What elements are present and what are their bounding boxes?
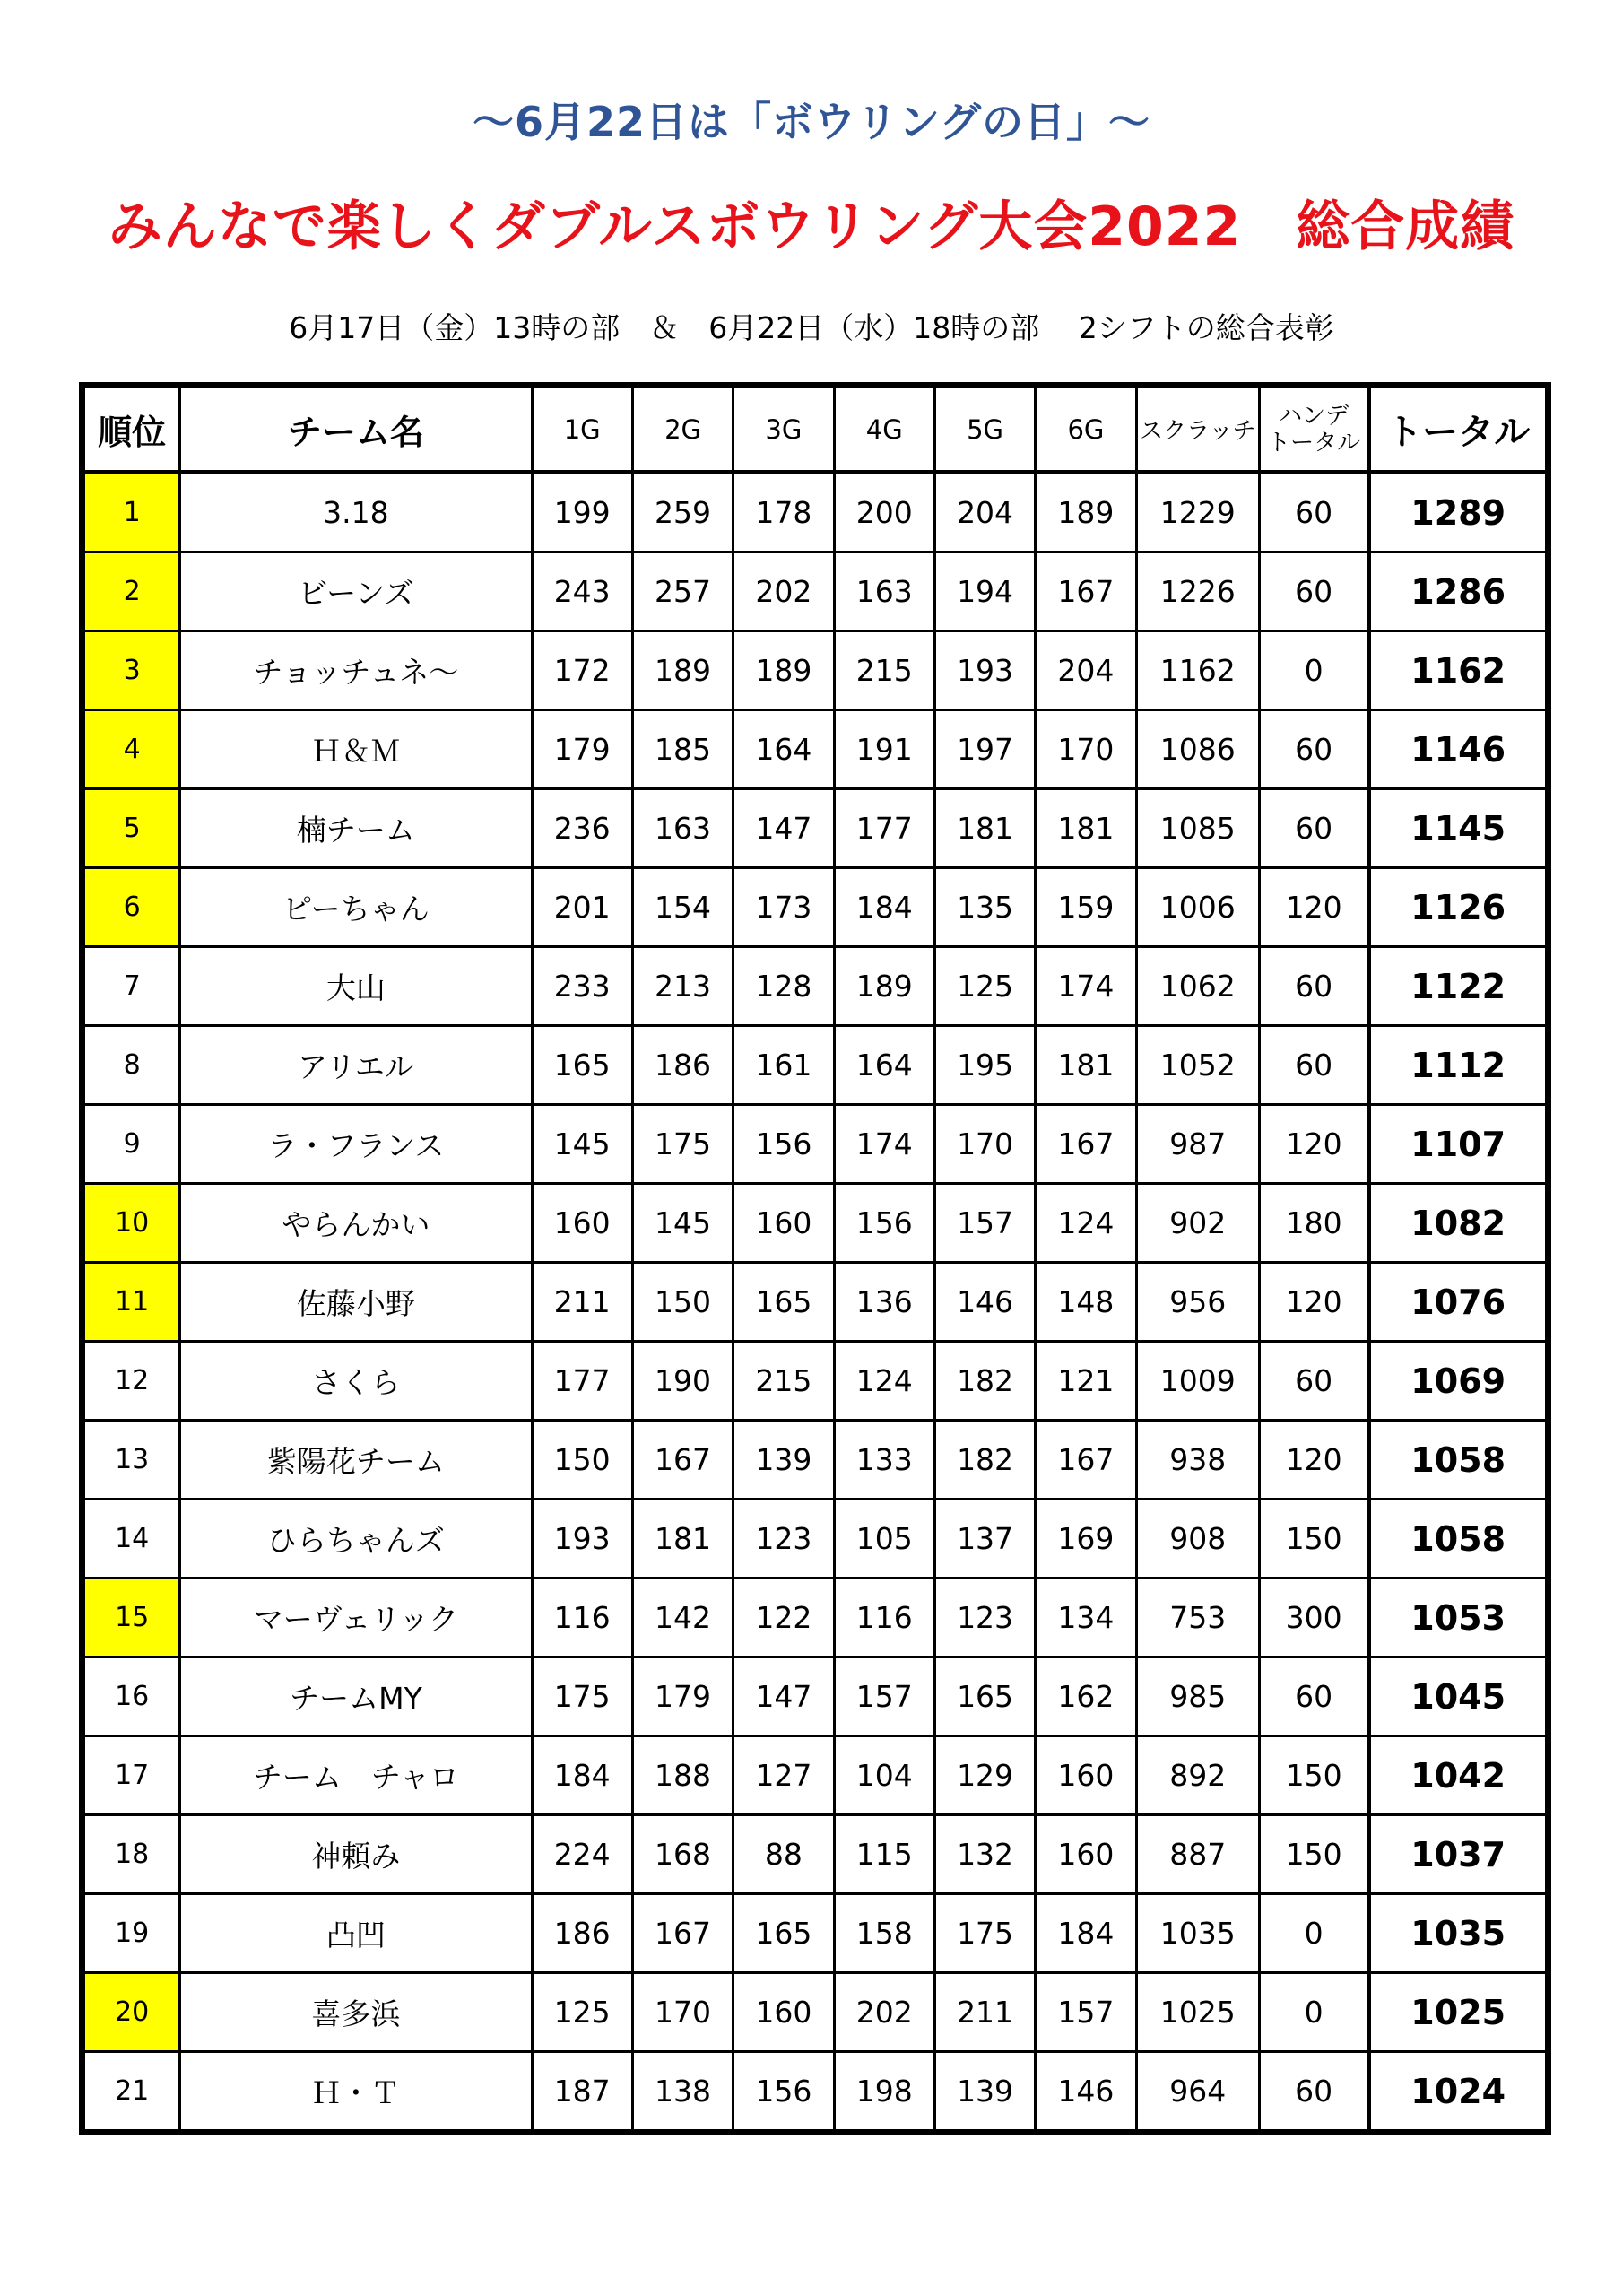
- grand-total: 1162: [1369, 631, 1547, 710]
- handicap-total: 60: [1259, 947, 1368, 1026]
- table-row: [84, 1578, 1547, 1657]
- game2-score: 170: [632, 1973, 733, 2052]
- game3-score: 215: [733, 1342, 834, 1421]
- game2-score: 181: [632, 1500, 733, 1578]
- team-name-cell: ひらちゃんズ: [180, 1500, 532, 1578]
- game4-score: 136: [834, 1263, 934, 1342]
- handicap-total: 150: [1259, 1736, 1368, 1815]
- handicap-total: 0: [1259, 1973, 1368, 2052]
- game3-score: 178: [733, 473, 834, 552]
- game3-score: 189: [733, 631, 834, 710]
- game1-score: 184: [532, 1736, 632, 1815]
- table-row: [84, 1026, 1547, 1105]
- game6-score: 184: [1036, 1894, 1136, 1973]
- table-row: [84, 710, 1547, 789]
- header-team: チーム名: [180, 387, 532, 473]
- game4-score: 177: [834, 789, 934, 868]
- team-name-cell: やらんかい: [180, 1184, 532, 1263]
- game1-score: 201: [532, 868, 632, 947]
- game3-score: 164: [733, 710, 834, 789]
- team-name-cell: Ｈ・Ｔ: [180, 2052, 532, 2131]
- team-name-cell: 神頼み: [180, 1815, 532, 1894]
- scratch-total: 1062: [1136, 947, 1259, 1026]
- event-subtitle: ～6月22日は「ボウリングの日」～: [472, 98, 1151, 146]
- handicap-total: 60: [1259, 1657, 1368, 1736]
- handicap-total: 120: [1259, 1263, 1368, 1342]
- rank-cell: 16: [84, 1657, 180, 1736]
- rank-cell: 6: [84, 868, 180, 947]
- team-name-cell: 楠チーム: [180, 789, 532, 868]
- game5-score: 132: [934, 1815, 1035, 1894]
- handicap-total: 60: [1259, 1026, 1368, 1105]
- game2-score: 190: [632, 1342, 733, 1421]
- game1-score: 125: [532, 1973, 632, 2052]
- game6-score: 167: [1036, 1421, 1136, 1500]
- rank-cell: 7: [84, 947, 180, 1026]
- grand-total: 1286: [1369, 552, 1547, 631]
- game2-score: 154: [632, 868, 733, 947]
- team-name-cell: 大山: [180, 947, 532, 1026]
- rank-cell: 20: [84, 1973, 180, 2052]
- table-row: [84, 1815, 1547, 1894]
- game1-score: 150: [532, 1421, 632, 1500]
- header-handicap-line1: ハンデ: [1279, 402, 1350, 430]
- game6-score: 167: [1036, 1105, 1136, 1184]
- scratch-total: 956: [1136, 1263, 1259, 1342]
- game1-score: 186: [532, 1894, 632, 1973]
- game3-score: 147: [733, 789, 834, 868]
- team-name-cell: 凸凹: [180, 1894, 532, 1973]
- team-name-cell: さくら: [180, 1342, 532, 1421]
- handicap-total: 120: [1259, 868, 1368, 947]
- game4-score: 200: [834, 473, 934, 552]
- results-body: [84, 473, 1547, 2131]
- game2-score: 185: [632, 710, 733, 789]
- game3-score: 173: [733, 868, 834, 947]
- game4-score: 104: [834, 1736, 934, 1815]
- game6-score: 189: [1036, 473, 1136, 552]
- game1-score: 224: [532, 1815, 632, 1894]
- game1-score: 243: [532, 552, 632, 631]
- rank-cell: 3: [84, 631, 180, 710]
- game6-score: 204: [1036, 631, 1136, 710]
- game4-score: 116: [834, 1578, 934, 1657]
- rank-cell: 9: [84, 1105, 180, 1184]
- table-row: [84, 552, 1547, 631]
- game3-score: 127: [733, 1736, 834, 1815]
- scratch-total: 902: [1136, 1184, 1259, 1263]
- game2-score: 150: [632, 1263, 733, 1342]
- scratch-total: 938: [1136, 1421, 1259, 1500]
- scratch-total: 753: [1136, 1578, 1259, 1657]
- game5-score: 123: [934, 1578, 1035, 1657]
- grand-total: 1107: [1369, 1105, 1547, 1184]
- game3-score: 147: [733, 1657, 834, 1736]
- rank-cell: 11: [84, 1263, 180, 1342]
- game6-score: 181: [1036, 1026, 1136, 1105]
- grand-total: 1069: [1369, 1342, 1547, 1421]
- game5-score: 125: [934, 947, 1035, 1026]
- game5-score: 193: [934, 631, 1035, 710]
- table-row: [84, 1342, 1547, 1421]
- table-row: [84, 631, 1547, 710]
- team-name-cell: ラ・フランス: [180, 1105, 532, 1184]
- game4-score: 189: [834, 947, 934, 1026]
- game5-score: 175: [934, 1894, 1035, 1973]
- game6-score: 157: [1036, 1973, 1136, 2052]
- rank-cell: 8: [84, 1026, 180, 1105]
- game3-score: 139: [733, 1421, 834, 1500]
- scratch-total: 1226: [1136, 552, 1259, 631]
- game5-score: 204: [934, 473, 1035, 552]
- team-name-cell: ビーンズ: [180, 552, 532, 631]
- table-row: [84, 789, 1547, 868]
- team-name-cell: Ｈ＆Ｍ: [180, 710, 532, 789]
- handicap-total: 0: [1259, 631, 1368, 710]
- game4-score: 191: [834, 710, 934, 789]
- rank-cell: 4: [84, 710, 180, 789]
- header-g4: 4G: [834, 387, 934, 473]
- game1-score: 116: [532, 1578, 632, 1657]
- game5-score: 135: [934, 868, 1035, 947]
- game4-score: 105: [834, 1500, 934, 1578]
- handicap-total: 60: [1259, 552, 1368, 631]
- rank-cell: 17: [84, 1736, 180, 1815]
- game1-score: 199: [532, 473, 632, 552]
- game2-score: 213: [632, 947, 733, 1026]
- game5-score: 139: [934, 2052, 1035, 2131]
- scratch-total: 887: [1136, 1815, 1259, 1894]
- game6-score: 121: [1036, 1342, 1136, 1421]
- game5-score: 146: [934, 1263, 1035, 1342]
- game5-score: 195: [934, 1026, 1035, 1105]
- grand-total: 1289: [1369, 473, 1547, 552]
- game1-score: 145: [532, 1105, 632, 1184]
- table-row: [84, 947, 1547, 1026]
- game4-score: 133: [834, 1421, 934, 1500]
- game2-score: 163: [632, 789, 733, 868]
- rank-cell: 12: [84, 1342, 180, 1421]
- game5-score: 211: [934, 1973, 1035, 2052]
- scratch-total: 1025: [1136, 1973, 1259, 2052]
- rank-cell: 19: [84, 1894, 180, 1973]
- game2-score: 167: [632, 1894, 733, 1973]
- game3-score: 165: [733, 1894, 834, 1973]
- game5-score: 182: [934, 1421, 1035, 1500]
- table-row: [84, 1184, 1547, 1263]
- team-name-cell: 佐藤小野: [180, 1263, 532, 1342]
- game6-score: 160: [1036, 1736, 1136, 1815]
- game4-score: 158: [834, 1894, 934, 1973]
- game3-score: 160: [733, 1184, 834, 1263]
- team-name-cell: マーヴェリック: [180, 1578, 532, 1657]
- scratch-total: 1086: [1136, 710, 1259, 789]
- grand-total: 1122: [1369, 947, 1547, 1026]
- team-name-cell: チーム チャロ: [180, 1736, 532, 1815]
- results-table: [82, 386, 1548, 2132]
- game1-score: 187: [532, 2052, 632, 2131]
- game3-score: 156: [733, 2052, 834, 2131]
- game3-score: 122: [733, 1578, 834, 1657]
- game5-score: 137: [934, 1500, 1035, 1578]
- table-row: [84, 1421, 1547, 1500]
- grand-total: 1082: [1369, 1184, 1547, 1263]
- game4-score: 115: [834, 1815, 934, 1894]
- game3-score: 128: [733, 947, 834, 1026]
- scratch-total: 892: [1136, 1736, 1259, 1815]
- game3-score: 165: [733, 1263, 834, 1342]
- handicap-total: 60: [1259, 473, 1368, 552]
- scratch-total: 1006: [1136, 868, 1259, 947]
- grand-total: 1053: [1369, 1578, 1547, 1657]
- game5-score: 182: [934, 1342, 1035, 1421]
- handicap-total: 150: [1259, 1815, 1368, 1894]
- game2-score: 138: [632, 2052, 733, 2131]
- handicap-total: 60: [1259, 1342, 1368, 1421]
- game2-score: 188: [632, 1736, 733, 1815]
- game3-score: 156: [733, 1105, 834, 1184]
- table-row: [84, 1894, 1547, 1973]
- rank-cell: 14: [84, 1500, 180, 1578]
- game2-score: 145: [632, 1184, 733, 1263]
- scratch-total: 1052: [1136, 1026, 1259, 1105]
- team-name-cell: 3.18: [180, 473, 532, 552]
- game1-score: 193: [532, 1500, 632, 1578]
- rank-cell: 13: [84, 1421, 180, 1500]
- rank-cell: 5: [84, 789, 180, 868]
- grand-total: 1146: [1369, 710, 1547, 789]
- game6-score: 134: [1036, 1578, 1136, 1657]
- game1-score: 211: [532, 1263, 632, 1342]
- header-g3: 3G: [733, 387, 834, 473]
- game1-score: 179: [532, 710, 632, 789]
- game5-score: 129: [934, 1736, 1035, 1815]
- grand-total: 1076: [1369, 1263, 1547, 1342]
- header-g6: 6G: [1036, 387, 1136, 473]
- header-handicap-line2: トータル: [1267, 429, 1361, 457]
- table-row: [84, 2052, 1547, 2131]
- game4-score: 157: [834, 1657, 934, 1736]
- handicap-total: 60: [1259, 710, 1368, 789]
- game1-score: 160: [532, 1184, 632, 1263]
- game2-score: 175: [632, 1105, 733, 1184]
- grand-total: 1042: [1369, 1736, 1547, 1815]
- scratch-total: 964: [1136, 2052, 1259, 2131]
- grand-total: 1145: [1369, 789, 1547, 868]
- scratch-total: 1009: [1136, 1342, 1259, 1421]
- rank-cell: 1: [84, 473, 180, 552]
- grand-total: 1025: [1369, 1973, 1547, 2052]
- game2-score: 168: [632, 1815, 733, 1894]
- grand-total: 1058: [1369, 1421, 1547, 1500]
- table-row: [84, 1105, 1547, 1184]
- event-info: 6月17日（金）13時の部 ＆ 6月22日（水）18時の部 2シフトの総合表彰: [289, 310, 1334, 345]
- game2-score: 189: [632, 631, 733, 710]
- game5-score: 157: [934, 1184, 1035, 1263]
- header-g5: 5G: [934, 387, 1035, 473]
- handicap-total: 300: [1259, 1578, 1368, 1657]
- game3-score: 88: [733, 1815, 834, 1894]
- table-row: [84, 1263, 1547, 1342]
- game6-score: 170: [1036, 710, 1136, 789]
- team-name-cell: 喜多浜: [180, 1973, 532, 2052]
- game4-score: 215: [834, 631, 934, 710]
- game2-score: 179: [632, 1657, 733, 1736]
- team-name-cell: アリエル: [180, 1026, 532, 1105]
- table-row: [84, 868, 1547, 947]
- game4-score: 202: [834, 1973, 934, 2052]
- grand-total: 1037: [1369, 1815, 1547, 1894]
- team-name-cell: チームMY: [180, 1657, 532, 1736]
- game1-score: 165: [532, 1026, 632, 1105]
- header-scratch: スクラッチ: [1136, 387, 1259, 473]
- game6-score: 146: [1036, 2052, 1136, 2131]
- grand-total: 1112: [1369, 1026, 1547, 1105]
- grand-total: 1024: [1369, 2052, 1547, 2131]
- game4-score: 184: [834, 868, 934, 947]
- header-handicap: [1259, 387, 1368, 473]
- handicap-total: 150: [1259, 1500, 1368, 1578]
- game2-score: 257: [632, 552, 733, 631]
- game6-score: 162: [1036, 1657, 1136, 1736]
- game2-score: 142: [632, 1578, 733, 1657]
- handicap-total: 60: [1259, 2052, 1368, 2131]
- grand-total: 1045: [1369, 1657, 1547, 1736]
- scratch-total: 1229: [1136, 473, 1259, 552]
- game1-score: 236: [532, 789, 632, 868]
- game3-score: 160: [733, 1973, 834, 2052]
- scratch-total: 987: [1136, 1105, 1259, 1184]
- header-g1: 1G: [532, 387, 632, 473]
- scratch-total: 1162: [1136, 631, 1259, 710]
- game4-score: 124: [834, 1342, 934, 1421]
- grand-total: 1058: [1369, 1500, 1547, 1578]
- table-row: [84, 1657, 1547, 1736]
- game6-score: 124: [1036, 1184, 1136, 1263]
- game4-score: 174: [834, 1105, 934, 1184]
- handicap-total: 0: [1259, 1894, 1368, 1973]
- game4-score: 156: [834, 1184, 934, 1263]
- game5-score: 194: [934, 552, 1035, 631]
- rank-cell: 2: [84, 552, 180, 631]
- rank-cell: 18: [84, 1815, 180, 1894]
- game1-score: 177: [532, 1342, 632, 1421]
- scratch-total: 1035: [1136, 1894, 1259, 1973]
- header-rank: 順位: [84, 387, 180, 473]
- team-name-cell: 紫陽花チーム: [180, 1421, 532, 1500]
- rank-cell: 10: [84, 1184, 180, 1263]
- handicap-total: 120: [1259, 1421, 1368, 1500]
- handicap-total: 60: [1259, 789, 1368, 868]
- game4-score: 164: [834, 1026, 934, 1105]
- header-g2: 2G: [632, 387, 733, 473]
- game6-score: 174: [1036, 947, 1136, 1026]
- game3-score: 123: [733, 1500, 834, 1578]
- game6-score: 160: [1036, 1815, 1136, 1894]
- team-name-cell: チョッチュネ～: [180, 631, 532, 710]
- scratch-total: 1085: [1136, 789, 1259, 868]
- game3-score: 202: [733, 552, 834, 631]
- game2-score: 167: [632, 1421, 733, 1500]
- table-row: [84, 1973, 1547, 2052]
- game4-score: 198: [834, 2052, 934, 2131]
- grand-total: 1035: [1369, 1894, 1547, 1973]
- game1-score: 175: [532, 1657, 632, 1736]
- team-name-cell: ピーちゃん: [180, 868, 532, 947]
- game6-score: 148: [1036, 1263, 1136, 1342]
- game5-score: 197: [934, 710, 1035, 789]
- game6-score: 159: [1036, 868, 1136, 947]
- handicap-total: 120: [1259, 1105, 1368, 1184]
- game6-score: 169: [1036, 1500, 1136, 1578]
- game5-score: 181: [934, 789, 1035, 868]
- grand-total: 1126: [1369, 868, 1547, 947]
- game1-score: 172: [532, 631, 632, 710]
- page-title: みんなで楽しくダブルスボウリング大会2022 総合成績: [108, 196, 1515, 258]
- table-row: [84, 1736, 1547, 1815]
- game1-score: 233: [532, 947, 632, 1026]
- table-row: [84, 1500, 1547, 1578]
- game3-score: 161: [733, 1026, 834, 1105]
- table-row: [84, 473, 1547, 552]
- game2-score: 186: [632, 1026, 733, 1105]
- game5-score: 170: [934, 1105, 1035, 1184]
- scratch-total: 908: [1136, 1500, 1259, 1578]
- rank-cell: 15: [84, 1578, 180, 1657]
- table-header-row: [84, 387, 1547, 473]
- header-total: トータル: [1369, 387, 1547, 473]
- scratch-total: 985: [1136, 1657, 1259, 1736]
- game6-score: 167: [1036, 552, 1136, 631]
- game2-score: 259: [632, 473, 733, 552]
- game4-score: 163: [834, 552, 934, 631]
- handicap-total: 180: [1259, 1184, 1368, 1263]
- rank-cell: 21: [84, 2052, 180, 2131]
- game5-score: 165: [934, 1657, 1035, 1736]
- game6-score: 181: [1036, 789, 1136, 868]
